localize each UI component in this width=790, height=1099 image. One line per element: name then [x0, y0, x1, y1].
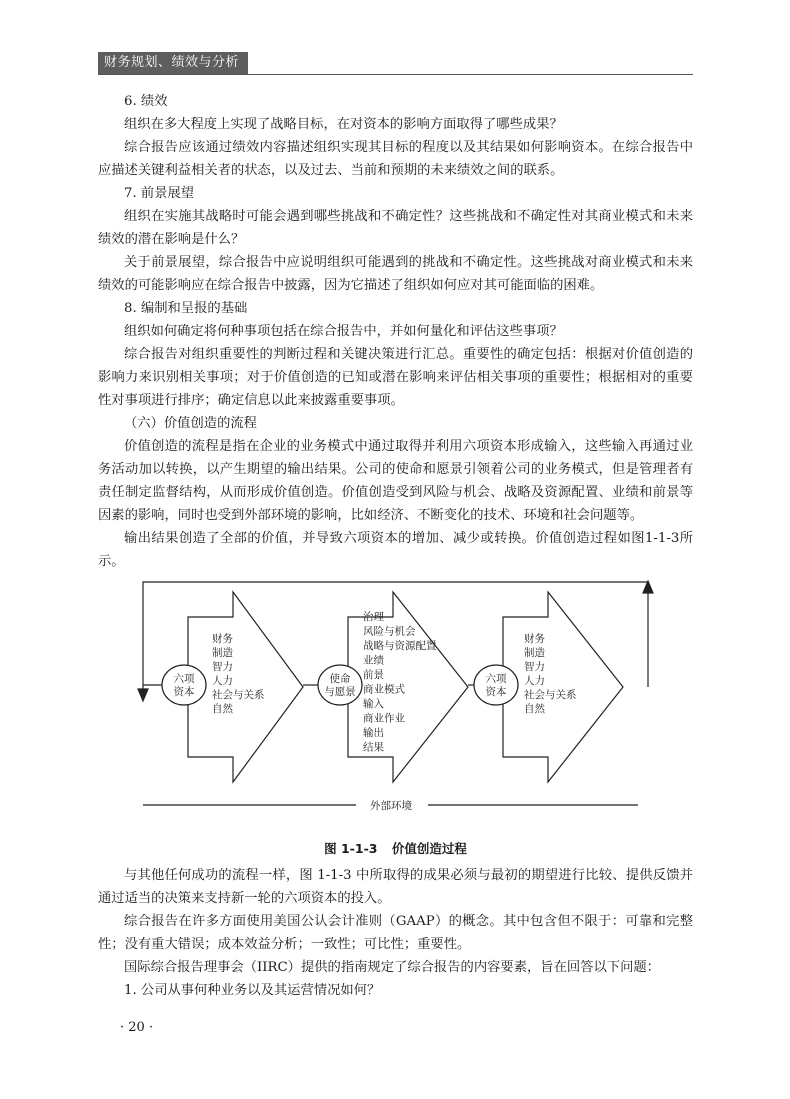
capital-list-right	[524, 632, 577, 715]
section-heading-value-creation: （六）价值创造的流程	[124, 416, 257, 431]
middle-activity-item-4: 前景	[363, 669, 384, 681]
left-capital-item-2: 智力	[212, 661, 233, 673]
figure-caption-title: 价值创造过程	[391, 841, 467, 856]
right-capital-item-3: 人力	[524, 675, 545, 687]
right-capital-item-0: 财务	[524, 633, 545, 645]
middle-activity-item-8: 输出	[363, 727, 384, 739]
capital-list-left	[212, 632, 265, 715]
page-body	[98, 90, 693, 1002]
middle-activity-item-5: 商业模式	[363, 683, 405, 696]
environment-label: 外部环境	[370, 800, 412, 812]
oval-mid-line2: 与愿景	[324, 686, 356, 698]
figure-caption	[98, 838, 693, 860]
paragraph-output: 输出结果创造了全部的价值，并导致六项资本的增加、减少或转换。价值创造过程如图1-1-3所示。	[98, 531, 693, 569]
question-basis: 组织如何确定将何种事项包括在综合报告中，并如何量化和评估这些事项？	[124, 324, 563, 339]
oval-left-line2: 资本	[173, 686, 195, 698]
heading-performance: 6. 绩效	[124, 94, 168, 109]
middle-activity-item-0: 治理	[363, 611, 384, 623]
oval-right-line1: 六项	[485, 673, 507, 685]
middle-activity-item-9: 结果	[363, 741, 384, 754]
middle-activity-item-1: 风险与机会	[363, 625, 416, 638]
middle-activity-item-2: 战略与资源配置	[363, 640, 437, 652]
paragraph-value-creation: 价值创造的流程是指在企业的业务模式中通过取得并利用六项资本形成输入，这些输入再通过业务活动加以转换，以产生期望的输出结果。公司的使命和愿景引领着公司的业务模式，但是管理者有责任制定监督结构，从而形成价值创造。价值创造受到风险与机会、战略及资源配置、业绩和前景等因素的影响，同时也受到外部环境的影响，比如经济、不断变化的技术、环境和社会问题等。	[98, 439, 693, 523]
question-outlook: 组织在实施其战略时可能会遇到哪些挑战和不确定性？这些挑战和不确定性对其商业模式和未来绩效的潜在影响是什么？	[98, 209, 693, 247]
oval-middle	[318, 665, 362, 705]
left-capital-item-3: 人力	[212, 675, 233, 687]
oval-mid-line1: 使命	[329, 673, 351, 685]
heading-basis: 8. 编制和呈报的基础	[124, 301, 248, 316]
left-capital-item-0: 财务	[212, 633, 233, 645]
paragraph-gaap: 综合报告在许多方面使用美国公认会计准则（GAAP）的概念。其中包含但不限于：可靠和完整性；没有重大错误；成本效益分析；一致性；可比性；重要性。	[98, 914, 693, 952]
feedback-arrowhead-left	[138, 689, 148, 701]
middle-activity-item-3: 业绩	[363, 654, 384, 667]
oval-left	[162, 665, 206, 705]
header-rule	[98, 74, 693, 75]
paragraph-basis: 综合报告对组织重要性的判断过程和关键决策进行汇总。重要性的确定包括：根据对价值创造的影响力来识别相关事项；对于价值创造的已知或潜在影响来评估相关事项的重要性；根据相对的重要性对事项进行排序；确定信息以此来披露重要事项。	[98, 347, 693, 408]
activity-list-middle	[363, 610, 437, 754]
left-capital-item-4: 社会与关系	[212, 689, 265, 701]
question-business: 1. 公司从事何种业务以及其运营情况如何？	[124, 983, 381, 998]
oval-left-line1: 六项	[173, 673, 195, 685]
heading-outlook: 7. 前景展望	[124, 186, 195, 201]
left-capital-item-5: 自然	[212, 703, 233, 715]
oval-right	[474, 665, 518, 705]
paragraph-outlook: 关于前景展望，综合报告中应说明组织可能遇到的挑战和不确定性。这些挑战对商业模式和未来绩效的可能影响应在综合报告中披露，因为它描述了组织如何应对其可能面临的困难。	[98, 255, 693, 293]
chevron-right	[503, 592, 623, 782]
figure-caption-number: 图 1-1-3	[324, 841, 378, 856]
feedback-arrowhead-right	[643, 581, 653, 593]
running-header-title: 财务规划、绩效与分析	[104, 55, 240, 70]
right-capital-item-4: 社会与关系	[524, 689, 577, 701]
left-capital-item-1: 制造	[212, 647, 233, 659]
paragraph-performance: 综合报告应该通过绩效内容描述组织实现其目标的程度以及其结果如何影响资本。在综合报告中应描述关键利益相关者的状态，以及过去、当前和预期的未来绩效之间的联系。	[98, 140, 693, 178]
question-performance: 组织在多大程度上实现了战略目标，在对资本的影响方面取得了哪些成果？	[124, 117, 563, 132]
paragraph-iirc: 国际综合报告理事会（IIRC）提供的指南规定了综合报告的内容要素，旨在回答以下问题：	[124, 960, 660, 975]
paragraph-feedback: 与其他任何成功的流程一样，图 1-1-3 中所取得的成果必须与最初的期望进行比较、提供反馈并通过适当的决策来支持新一轮的六项资本的投入。	[98, 868, 693, 906]
value-creation-diagram	[98, 577, 693, 832]
page-number: · 20 ·	[120, 1020, 154, 1035]
middle-activity-item-6: 输入	[363, 698, 384, 710]
right-capital-item-5: 自然	[524, 703, 545, 715]
middle-activity-item-7: 商业作业	[363, 712, 405, 725]
right-capital-item-2: 智力	[524, 661, 545, 673]
right-capital-item-1: 制造	[524, 647, 545, 659]
oval-right-line2: 资本	[485, 686, 507, 698]
